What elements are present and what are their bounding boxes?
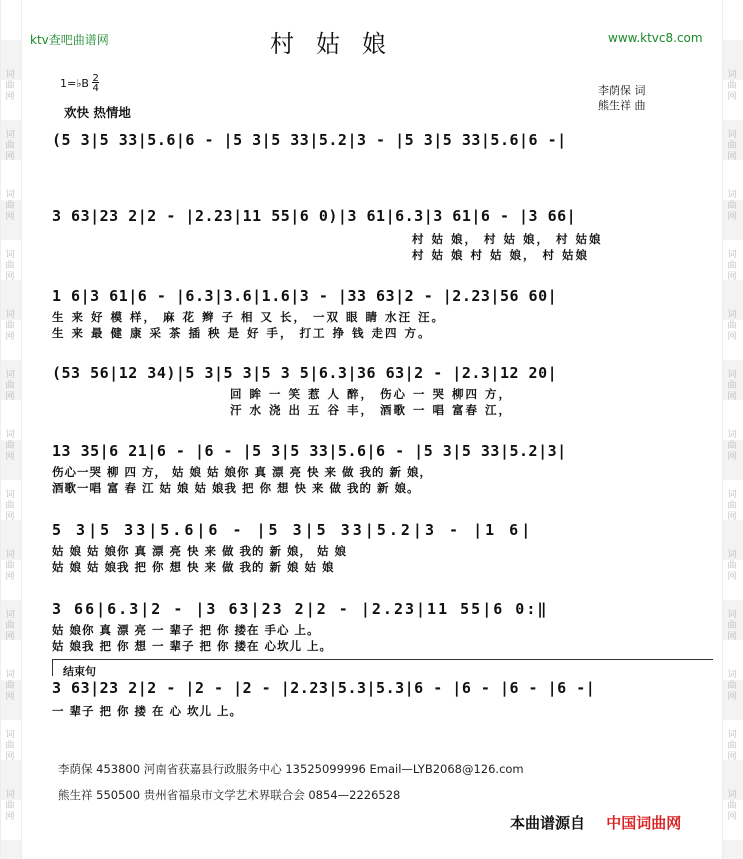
system-5 xyxy=(52,442,692,496)
ending-label: 结束句 xyxy=(63,665,96,678)
lyric-verse-1: 姑 娘你 真 漂 亮 一 辈子 把 你 搂在 手心 上。 xyxy=(52,623,320,637)
watermark-text: 词 曲 网 xyxy=(5,610,15,642)
system-2 xyxy=(52,207,692,263)
watermark-text: 词 曲 网 xyxy=(5,310,15,342)
watermark-text: 词 曲 网 xyxy=(727,310,737,342)
time-signature xyxy=(92,74,98,94)
lyric-verse-2: 汗 水 浇 出 五 谷 丰， 酒歌 一 唱 富春 江， xyxy=(230,403,513,417)
system-8 xyxy=(52,679,692,719)
watermark-text: 词 曲 网 xyxy=(5,190,15,222)
system-1 xyxy=(52,131,692,149)
right-watermark-strip xyxy=(722,0,743,859)
watermark-text: 词 曲 网 xyxy=(5,550,15,582)
watermark-text: 词 曲 网 xyxy=(727,190,737,222)
key-text: 1=♭B xyxy=(60,77,89,90)
source-attribution xyxy=(510,812,681,833)
notation-line: (5 3|5 33|5.6|6 - |5 3|5 33|5.2|3 - |5 3|5 33|5.6|6 -| xyxy=(52,131,567,149)
lyric-verse-2: 生 来 最 健 康 采 茶 插 秧 是 好 手， 打工 挣 钱 走四 方。 xyxy=(52,326,432,340)
lyric-verse-2: 姑 娘 姑 娘我 把 你 想 快 来 做 我的 新 娘 姑 娘 xyxy=(52,560,335,574)
lyric-verse-2: 姑 娘我 把 你 想 一 辈子 把 你 搂在 心坎儿 上。 xyxy=(52,639,333,653)
watermark-text: 词 曲 网 xyxy=(727,370,737,402)
composer-contact: 熊生祥 550500 贵州省福泉市文学艺术界联合会 0854—2226528 xyxy=(58,788,401,802)
watermark-text: 词 曲 网 xyxy=(5,70,15,102)
lyric-verse-2: 村 姑 娘 村 姑 娘， 村 姑娘 xyxy=(412,248,590,262)
watermark-text: 词 曲 网 xyxy=(727,670,737,702)
notation-line: (53 56|12 34)|5 3|5 3|5 3 5|6.3|36 63|2 - |2.3|12 20| xyxy=(52,364,558,382)
notation-line: 3 63|23 2|2 - |2.23|11 55|6 0)|3 61|6.3|3 61|6 - |3 66| xyxy=(52,207,577,225)
watermark-text: 词 曲 网 xyxy=(727,250,737,282)
notation-line: 5 3|5 33|5.6|6 - |5 3|5 33|5.2|3 - |1 6| xyxy=(52,521,534,539)
lyric-verse-1: 回 眸 一 笑 惹 人 醉， 伤心 一 哭 柳四 方， xyxy=(230,387,513,401)
source-label: 本曲谱源自 xyxy=(510,814,586,832)
notation-line: 1 6|3 61|6 - |6.3|3.6|1.6|3 - |33 63|2 - |2.23|56 60| xyxy=(52,287,558,305)
notation-line: 13 35|6 21|6 - |6 - |5 3|5 33|5.6|6 - |5 3|5 33|5.2|3| xyxy=(52,442,567,460)
site-label-right[interactable]: www.ktvc8.com xyxy=(608,31,703,45)
watermark-text: 词 曲 网 xyxy=(727,70,737,102)
watermark-text: 词 曲 网 xyxy=(727,790,737,822)
lyric-verse-1: 生 来 好 模 样， 麻 花 辫 子 相 又 长， 一双 眼 睛 水汪 汪。 xyxy=(52,310,446,324)
watermark-text: 词 曲 网 xyxy=(5,250,15,282)
lyric-verse-1: 伤心一哭 柳 四 方， 姑 娘 姑 娘你 真 漂 亮 快 来 做 我的 新 娘， xyxy=(52,465,433,479)
left-watermark-strip xyxy=(0,0,22,859)
lyricist-credit: 李荫保 词 xyxy=(598,84,646,97)
watermark-text: 词 曲 网 xyxy=(727,130,737,162)
watermark-text: 词 曲 网 xyxy=(727,610,737,642)
watermark-text: 词 曲 网 xyxy=(727,490,737,522)
composer-credit: 熊生祥 曲 xyxy=(598,99,646,112)
watermark-text: 词 曲 网 xyxy=(5,790,15,822)
system-6 xyxy=(52,521,692,575)
watermark-text: 词 曲 网 xyxy=(5,490,15,522)
system-3 xyxy=(52,287,692,341)
system-7 xyxy=(52,600,692,654)
watermark-text: 词 曲 网 xyxy=(727,550,737,582)
watermark-text: 词 曲 网 xyxy=(5,730,15,762)
lyric-verse-1: 村 姑 娘， 村 姑 娘， 村 姑娘 xyxy=(412,232,603,246)
time-numerator: 2 xyxy=(92,73,99,84)
system-4 xyxy=(52,364,692,418)
watermark-text: 词 曲 网 xyxy=(5,430,15,462)
watermark-text: 词 曲 网 xyxy=(727,730,737,762)
ending-bracket xyxy=(52,659,713,676)
lyric-verse-2: 酒歌一唱 富 春 江 姑 娘 姑 娘我 把 你 想 快 来 做 我的 新 娘。 xyxy=(52,481,420,495)
source-brand-link[interactable]: 中国词曲网 xyxy=(606,814,682,832)
lyricist-contact: 李荫保 453800 河南省获嘉县行政服务中心 13525099996 Email—LYB2068@126.com xyxy=(58,762,524,776)
key-signature xyxy=(60,74,99,94)
time-denominator: 4 xyxy=(92,83,99,94)
lyric-verse-1: 姑 娘 姑 娘你 真 漂 亮 快 来 做 我的 新 娘， 姑 娘 xyxy=(52,544,348,558)
watermark-text: 词 曲 网 xyxy=(5,370,15,402)
song-title: 村姑娘 xyxy=(270,30,408,58)
site-label-left[interactable]: ktv查吧曲谱网 xyxy=(30,33,109,47)
watermark-text: 词 曲 网 xyxy=(5,670,15,702)
watermark-text: 词 曲 网 xyxy=(727,430,737,462)
watermark-text: 词 曲 网 xyxy=(5,130,15,162)
tempo-marking: 欢快 热情地 xyxy=(64,105,131,120)
notation-line: 3 63|23 2|2 - |2 - |2 - |2.23|5.3|5.3|6 - |6 - |6 - |6 -| xyxy=(52,679,596,697)
notation-line: 3 66|6.3|2 - |3 63|23 2|2 - |2.23|11 55|6 0:‖ xyxy=(52,600,549,618)
lyric-line: 一 辈子 把 你 搂 在 心 坎儿 上。 xyxy=(52,704,243,718)
